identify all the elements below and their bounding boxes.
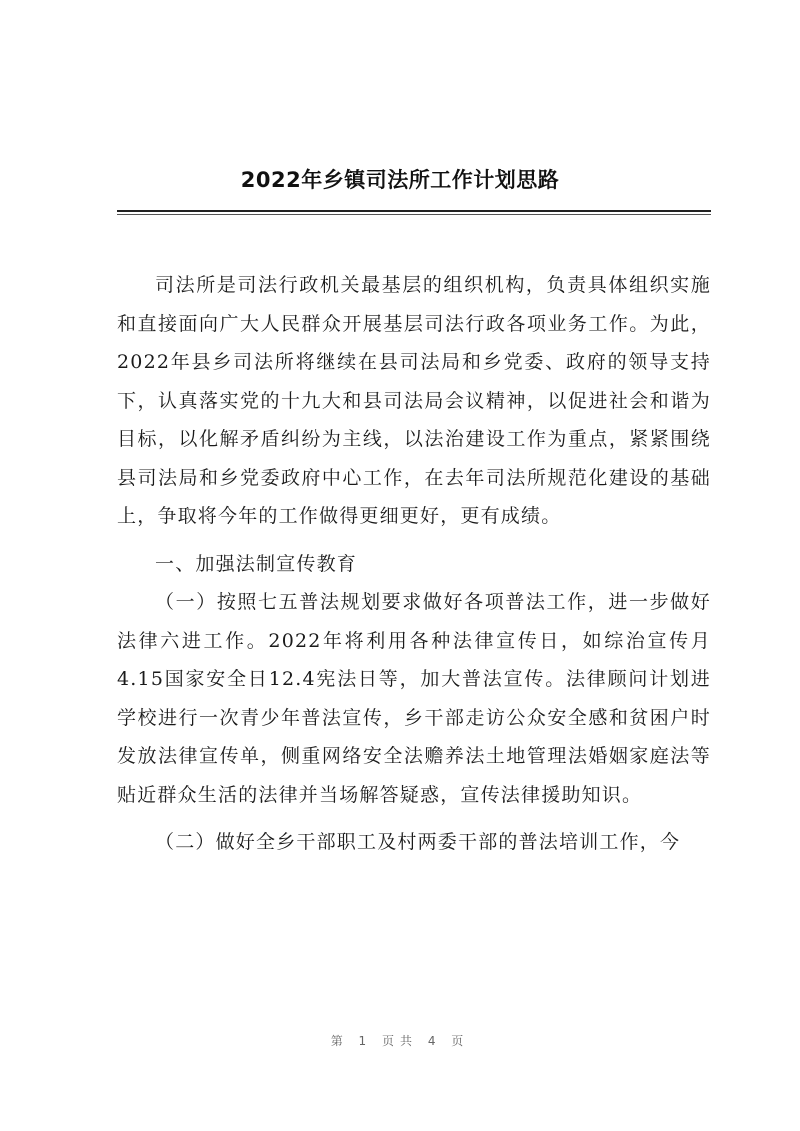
paragraph-item-2: （二）做好全乡干部职工及村两委干部的普法培训工作，今	[155, 831, 681, 853]
paragraph-item-1: （一）按照七五普法规划要求做好各项普法工作，进一步做好法律六进工作。2022年将利用各种法律宣传日，如综治宣传月4.15国家安全日12.4宪法日等，加大普法宣传。法律顾问计划进学校进行一次青少年普法宣传，乡干部走访公众安全感和贫困户时发放法律宣传单，侧重网络安全法赡养法土地管理法婚姻家庭法等贴近群众生活的法律并当场解答疑惑，宣传法律援助知识。	[117, 591, 711, 806]
page-title: 2022年乡镇司法所工作计划思路	[240, 168, 560, 192]
paragraph-intro: 司法所是司法行政机关最基层的组织机构，负责具体组织实施和直接面向广大人民群众开展基层司法行政各项业务工作。为此，2022年县乡司法所将继续在县司法局和乡党委、政府的领导支持下，认真落实党的十九大和县司法局会议精神，以促进社会和谐为目标，以化解矛盾纠纷为主线，以法治建设工作为重点，紧紧围绕县司法局和乡党委政府中心工作，在去年司法所规范化建设的基础上，争取将今年的工作做得更细更好，更有成绩。	[117, 274, 711, 527]
title-divider-thin	[117, 214, 711, 215]
document-body	[117, 266, 711, 871]
section-heading: 一、加强法制宣传教育	[155, 552, 358, 575]
title-divider	[117, 210, 711, 212]
page-footer: 第 1 页共 4 页	[330, 1034, 470, 1048]
